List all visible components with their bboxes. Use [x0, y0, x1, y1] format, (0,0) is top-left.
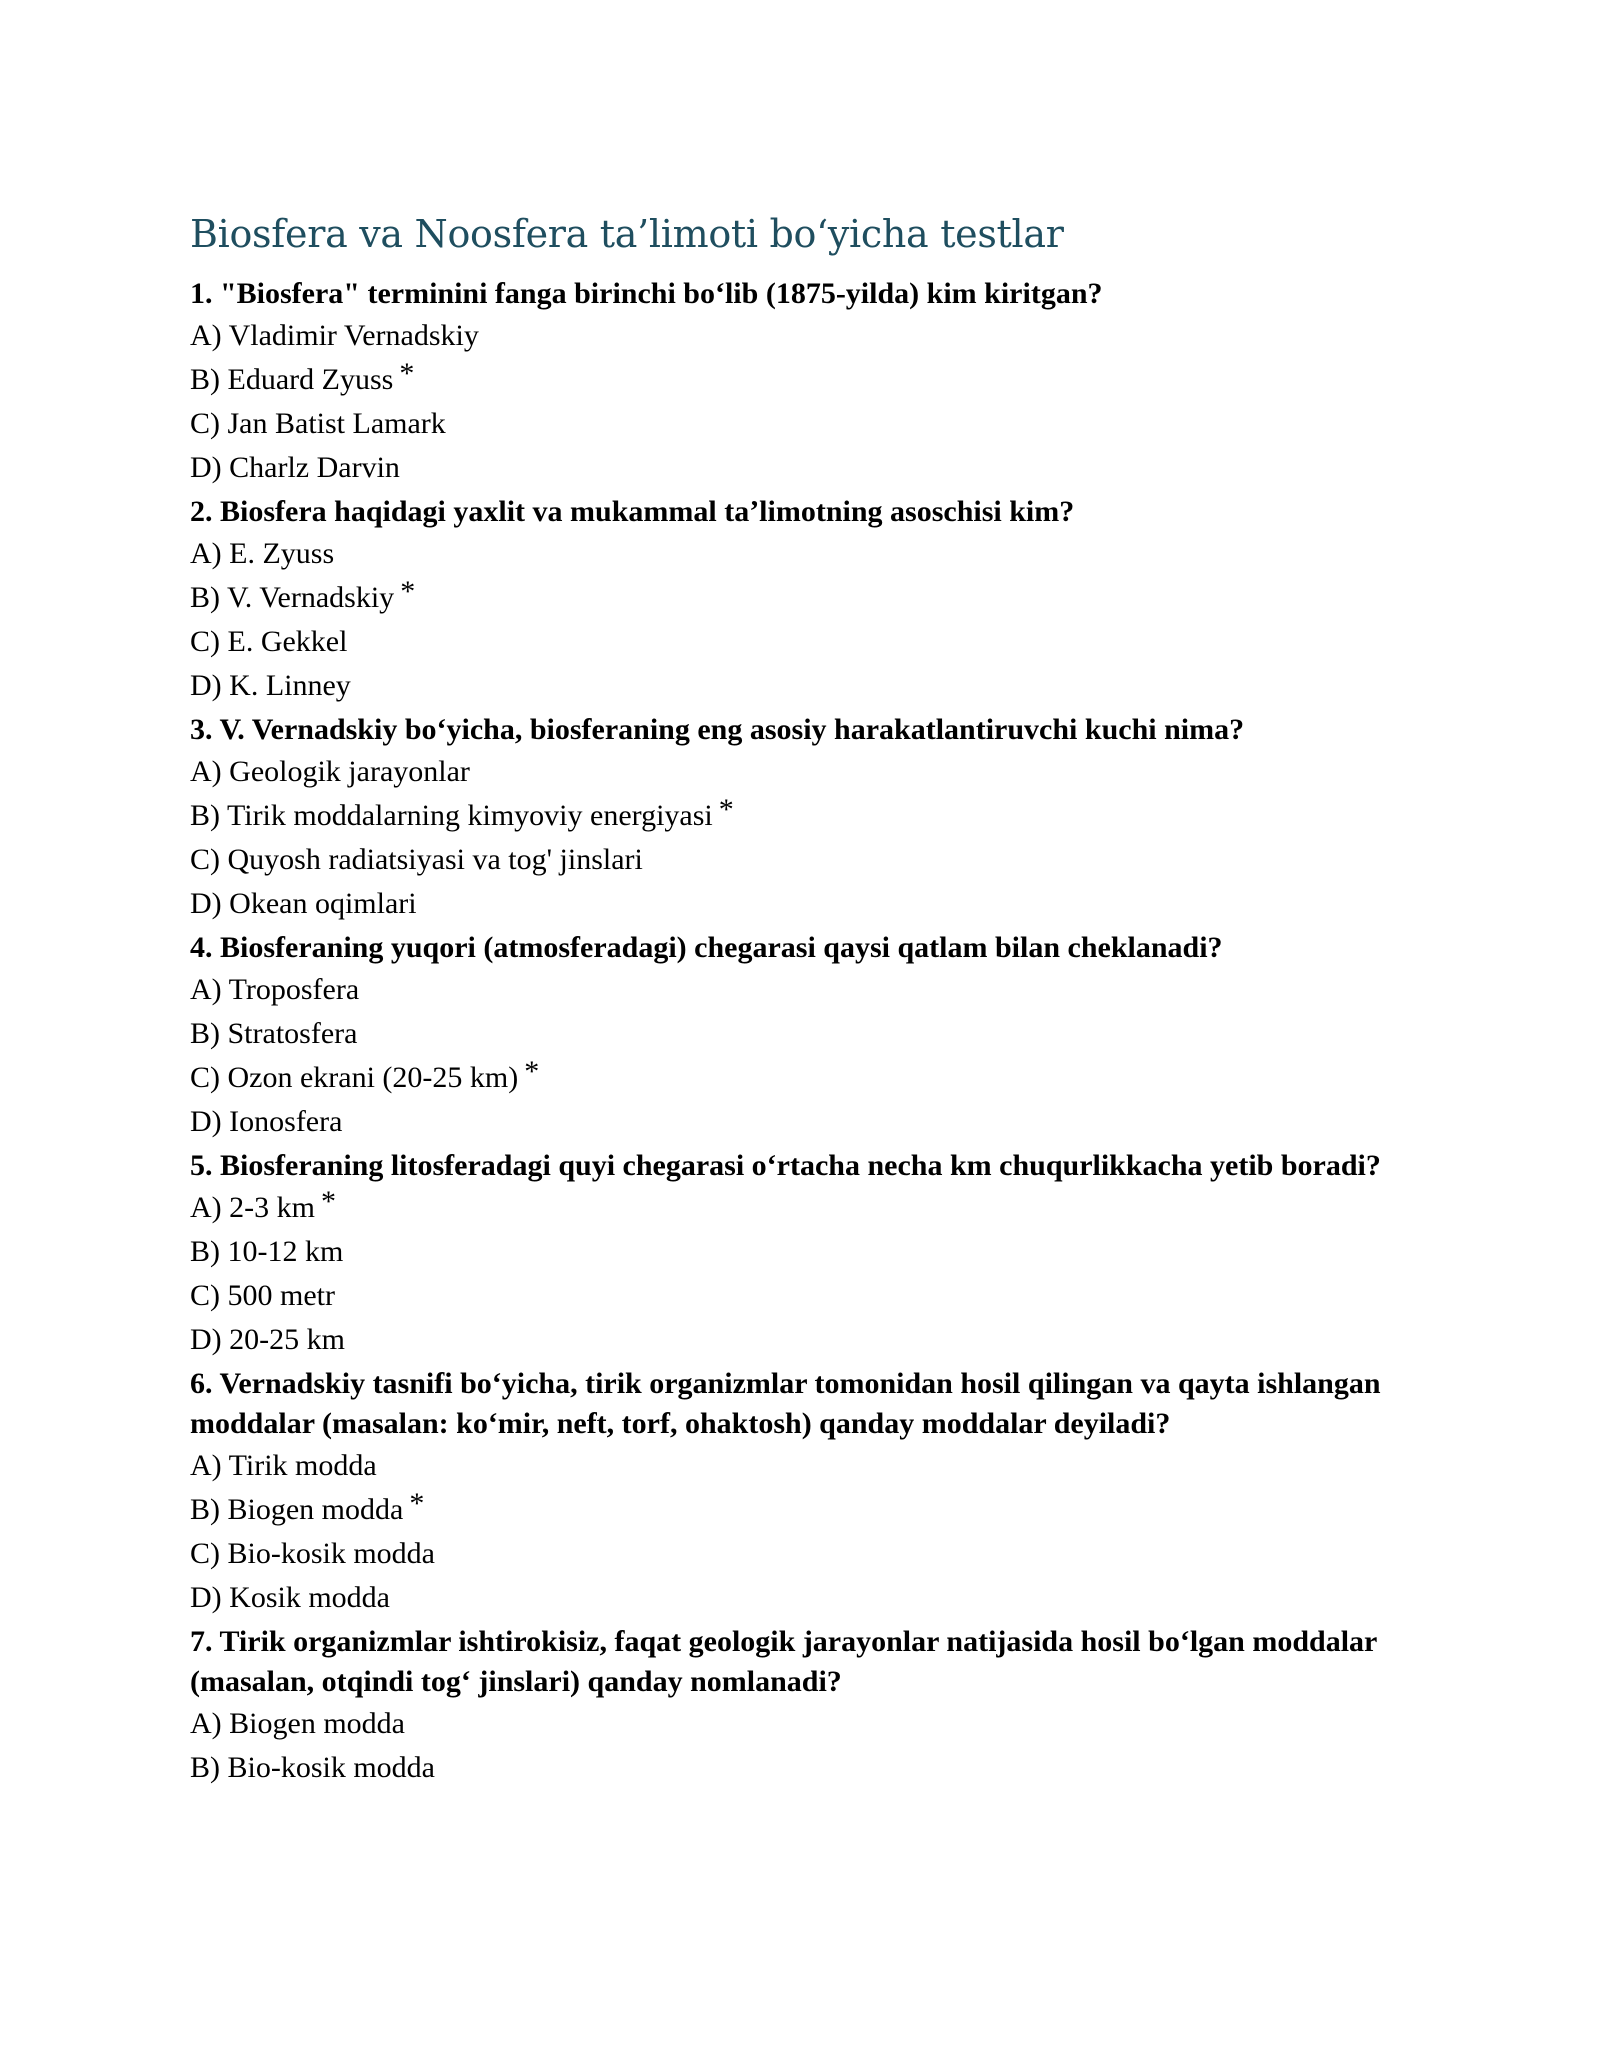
answer-option [190, 1230, 1450, 1274]
correct-answer-mark: * [718, 793, 734, 826]
correct-answer-mark: * [399, 357, 415, 390]
answer-option [190, 1274, 1450, 1318]
answer-option-text: D) Okean oqimlari [190, 887, 417, 920]
answer-option [190, 358, 1450, 402]
answer-option [190, 1444, 1450, 1488]
question-block [190, 274, 1450, 490]
question-text: 6. Vernadskiy tasnifi boʻyicha, tirik organizmlar tomonidan hosil qilingan va qayta ishlangan moddalar (masalan: koʻmir, neft, torf, ohaktosh) qanday moddalar deyiladi? [190, 1367, 1381, 1440]
answer-option-text: C) Jan Batist Lamark [190, 407, 446, 440]
answer-option [190, 1318, 1450, 1362]
document-page [190, 210, 1450, 1792]
answer-option-text: C) Ozon ekrani (20-25 km) [190, 1061, 519, 1094]
question-block [190, 1622, 1450, 1790]
question-block [190, 492, 1450, 708]
answer-option-text: D) Ionosfera [190, 1105, 343, 1138]
answer-option [190, 794, 1450, 838]
question-list [190, 274, 1450, 1790]
answer-option [190, 1746, 1450, 1790]
answer-option-text: A) Geologik jarayonlar [190, 755, 470, 788]
answer-option [190, 968, 1450, 1012]
answer-option-text: D) 20-25 km [190, 1323, 345, 1356]
question-text: 2. Biosfera haqidagi yaxlit va mukammal taʼlimotning asoschisi kim? [190, 495, 1075, 528]
question-block [190, 1146, 1450, 1362]
answer-option-text: C) Quyosh radiatsiyasi va tog' jinslari [190, 843, 643, 876]
answer-option-text: B) Tirik moddalarning kimyoviy energiyasi [190, 799, 713, 832]
answer-option-text: D) K. Linney [190, 669, 351, 702]
answer-option-text: C) Bio-kosik modda [190, 1537, 435, 1570]
answer-option [190, 1702, 1450, 1746]
answer-option [190, 1576, 1450, 1620]
answer-option-text: A) E. Zyuss [190, 537, 335, 570]
correct-answer-mark: * [409, 1487, 425, 1520]
answer-option-text: B) Biogen modda [190, 1493, 404, 1526]
answer-option-text: A) Biogen modda [190, 1707, 405, 1740]
answer-option-text: A) Troposfera [190, 973, 360, 1006]
answer-option-text: B) Stratosfera [190, 1017, 358, 1050]
question-block [190, 928, 1450, 1144]
answer-option [190, 664, 1450, 708]
answer-option [190, 750, 1450, 794]
answer-option [190, 882, 1450, 926]
correct-answer-mark: * [400, 575, 416, 608]
answer-option-text: B) V. Vernadskiy [190, 581, 395, 614]
answer-option [190, 1056, 1450, 1100]
answer-option [190, 620, 1450, 664]
answer-option [190, 576, 1450, 620]
answer-option [190, 1186, 1450, 1230]
answer-option [190, 532, 1450, 576]
answer-option [190, 446, 1450, 490]
answer-option-text: C) 500 metr [190, 1279, 335, 1312]
answer-option [190, 314, 1450, 358]
answer-option [190, 838, 1450, 882]
answer-option-text: A) 2-3 km [190, 1191, 315, 1224]
answer-option-text: D) Charlz Darvin [190, 451, 400, 484]
answer-option-text: B) 10-12 km [190, 1235, 344, 1268]
question-text: 1. "Biosfera" terminini fanga birinchi boʻlib (1875-yilda) kim kiritgan? [190, 277, 1103, 310]
answer-option-text: D) Kosik modda [190, 1581, 390, 1614]
answer-option-text: B) Bio-kosik modda [190, 1751, 435, 1784]
answer-option-text: A) Tirik modda [190, 1449, 377, 1482]
question-text: 4. Biosferaning yuqori (atmosferadagi) chegarasi qaysi qatlam bilan cheklanadi? [190, 931, 1223, 964]
question-text: 7. Tirik organizmlar ishtirokisiz, faqat geologik jarayonlar natijasida hosil boʻlgan moddalar (masalan, otqindi togʻ jinslari) qanday nomlanadi? [190, 1625, 1377, 1698]
question-block [190, 710, 1450, 926]
answer-option [190, 402, 1450, 446]
answer-option-text: A) Vladimir Vernadskiy [190, 319, 479, 352]
answer-option [190, 1100, 1450, 1144]
answer-option-text: B) Eduard Zyuss [190, 363, 394, 396]
question-block [190, 1364, 1450, 1620]
question-text: 5. Biosferaning litosferadagi quyi chegarasi oʻrtacha necha km chuqurlikkacha yetib boradi? [190, 1149, 1381, 1182]
answer-option [190, 1012, 1450, 1056]
answer-option [190, 1532, 1450, 1576]
answer-option [190, 1488, 1450, 1532]
document-title: Biosfera va Noosfera ta’limoti bo‘yicha testlar [190, 212, 1064, 256]
question-text: 3. V. Vernadskiy boʻyicha, biosferaning eng asosiy harakatlantiruvchi kuchi nima? [190, 713, 1245, 746]
correct-answer-mark: * [320, 1185, 336, 1218]
correct-answer-mark: * [524, 1055, 540, 1088]
answer-option-text: C) E. Gekkel [190, 625, 348, 658]
